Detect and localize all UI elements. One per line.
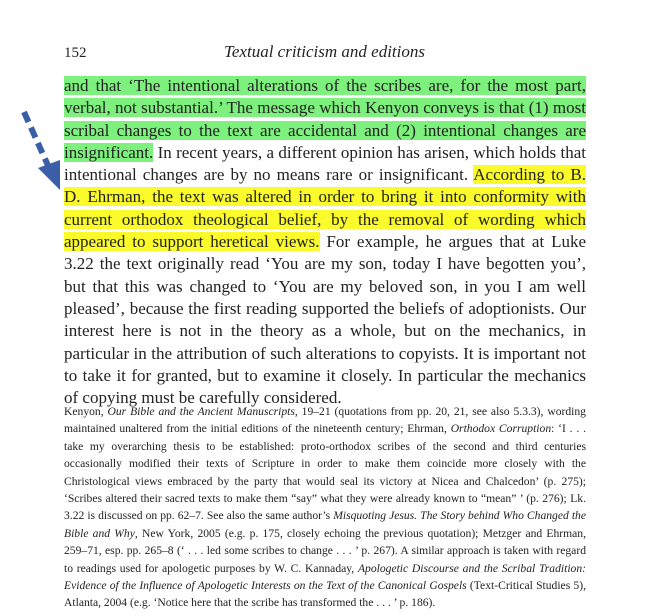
footnote-title: Orthodox Corruption — [450, 422, 552, 436]
footnote-text: (Text-Critical Studies 5), Atlanta, 2004 (e.g. ‘Notice here that the scribe has transformed the . . . ’ p. 186). — [64, 579, 586, 610]
yellow-highlighted-text: According to B. D. Ehrman, the text was altered in order to bring it into conformity with current orthodox theological belief, by the removal of wording which appeared to support heretical views. — [64, 165, 586, 252]
footnote-text: Kenyon, — [64, 405, 108, 418]
body-text-segment: For example, he argues that at Luke 3.22 the text originally read ‘You are my son, today I have begotten you’, but that this was changed to ‘You are my beloved son, in you I am well pleased’, because the first reading supported the beliefs of adoptionists. Our interest here is not in the theory as a whole, but on the mechanics, in particular in the attribution of such alterations to copyists. It is important not to take it for granted, but to examine it closely. In particular the mechanics of copying must be carefully considered. — [64, 232, 586, 408]
footnote — [64, 403, 586, 612]
footnote-title: Our Bible and the Ancient Manuscripts — [107, 405, 295, 418]
footnote-title: Apologetic Discourse and the Scribal Tradition: Evidence of the Influence of Apologetic Interests on the Text of the Canonical Gospels — [64, 561, 586, 593]
page-number: 152 — [64, 45, 87, 61]
dashed-arrow-icon — [20, 108, 66, 194]
footnote-text: , 19–21 (quotations from pp. 20, 21, see also 5.3.3), wording maintained unaltered from the initial editions of the nineteenth century; Ehrman, — [64, 405, 586, 436]
body-text-segment: In recent years, a different opinion has arisen, which holds that intentional changes are by no means rare or insignificant. — [64, 142, 586, 185]
footnote-title: Misquoting Jesus. The Story behind Who Changed the Bible and Why — [64, 509, 586, 540]
footnote-text: , New York, 2005 (e.g. p. 175, closely echoing the previous quotation); Metzger and Ehrman, 259–71, esp. pp. 265–8 (‘ . . . led some scribes to change . . . ’ p. 267). A similar approach is taken with regard to readings used for apologetic purposes by W. C. Kannaday, — [64, 526, 586, 575]
footnote-text: : ‘I . . . take my overarching thesis to be established: proto-orthodox scribes of the second and third centuries occasionally modified their texts of Scripture in order to make them coincide more closely with the Christological views embraced by the party that would seal its victory at Nicea and Chalcedon’ (p. 275); ‘Scribes altered their sacred texts to make them “say” what they were already known to “mean” ’ (p. 276); Lk. 3.22 is discussed on pp. 62–7. See also the same author’s — [64, 422, 586, 523]
running-title: Textual criticism and editions — [223, 42, 425, 61]
main-paragraph — [64, 75, 586, 409]
green-highlighted-text: and that ‘The intentional alterations of the scribes are, for the most part, verbal, not substantial.’ The message which Kenyon conveys is that (1) most scribal changes to the text are accidental and (2) intentional changes are insignificant. — [64, 76, 586, 162]
